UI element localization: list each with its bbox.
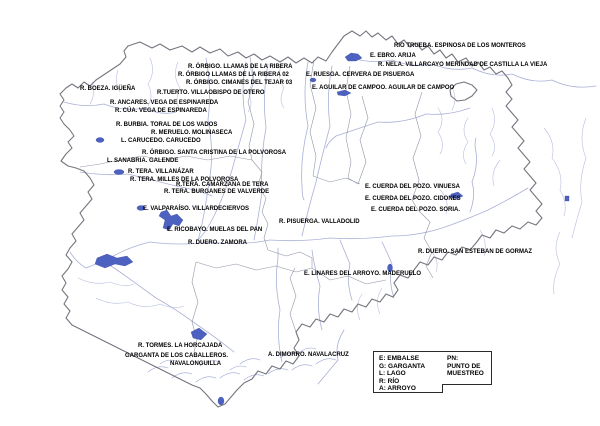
map-label: GARGANTA DE LOS CABALLEROS. [125, 353, 228, 359]
map-label: R. TERA. BURGANES DE VALVERDE [164, 189, 270, 195]
map-label: E. CUERDA DEL POZO. CIDONES [365, 196, 461, 202]
map-label: E. AGUILAR DE CAMPOO. AGUILAR DE CAMPOO [312, 85, 455, 91]
map-label: R.TUERTO. VILLAOBISPO DE OTERO [157, 90, 265, 96]
map-label: R. TORMES. LA HORCAJADA [138, 343, 223, 349]
map-label: R. ÓRBIGO. SANTA CRISTINA DE LA POLVOROSA [142, 150, 287, 156]
map-label: E. RUESGA. CERVERA DE PISUERGA [306, 72, 415, 78]
legend-abbreviation-item: A: ARROYO [379, 385, 416, 393]
legend-pn-line: MUESTREO [447, 370, 484, 378]
map-label: R. TERA. VILLANÁZAR [128, 169, 194, 175]
map-label: R. ÓRBIGO LLAMAS DE LA RIBERA 02 [178, 72, 289, 78]
legend-pn-line: PN: [447, 355, 459, 362]
map-label: R. ÓRBIGO. CIMANES DEL TEJAR 03 [186, 80, 293, 86]
legend-abbreviation-item: G: GARGANTA [379, 362, 426, 370]
map-label: R. MERUELO. MOLINASECA [151, 130, 233, 136]
map-label: R. PISUERGA. VALLADOLID [279, 219, 360, 225]
map-label: R. NELA. VILLARCAYO MERINDAD DE CASTILLA LA VIEJA [378, 62, 548, 68]
map-label: E. EBRO. ARIJA [370, 53, 416, 59]
map-label: E. CUERDA DEL POZO. SORIA. [371, 207, 461, 213]
legend-abbreviation-item: L: LAGO [379, 370, 406, 378]
map-label: L. CARUCEDO. CARUCEDO [121, 138, 201, 144]
map-label: E. LINARES DEL ARROYO. MADERUELO [304, 271, 422, 277]
legend-abbreviation-item: E: EMBALSE [379, 355, 420, 362]
map-label: R. BOEZA. IGÜEÑA [80, 86, 136, 92]
map-label: NAVALONGUILLA [170, 361, 222, 367]
map-label: E. VALPARAÍSO. VILLARDECIERVOS [143, 206, 250, 212]
map-label: R.TERA. CAMARZANA DE TERA [176, 182, 269, 188]
map-label: R. TERA. MILLES DE LA POLVOROSA [130, 177, 239, 183]
legend-abbreviations [373, 351, 443, 393]
legend-pn-line: PUNTO DE [447, 362, 481, 370]
map-label: RIO TRUEBA. ESPINOSA DE LOS MONTEROS [394, 43, 526, 49]
map-label: R. DUERO. ZAMORA [188, 240, 247, 246]
map-label: R. DUERO. SAN ESTEBAN DE GORMAZ [418, 249, 533, 255]
map-label: R. ÓRBIGO. LLAMAS DE LA RIBERA [188, 64, 293, 70]
map-label: R. CÚA. VEGA DE ESPINAREDA [115, 108, 207, 114]
map-label: E. CUERDA DEL POZO. VINUESA [365, 184, 461, 190]
map-label: R. BURBIA. TORAL DE LOS VADOS [116, 122, 218, 128]
map-label: E. RICOBAYO. MUELAS DEL PAN [167, 227, 263, 233]
map-label: R. ANCARES. VEGA DE ESPINAREDA [110, 100, 219, 106]
legend-pn [442, 351, 492, 385]
map-label: A. DIMORRO. NAVALACRUZ [268, 352, 349, 358]
map-label: L. SANABRIA. GALENDE [107, 158, 179, 164]
legend-abbreviation-item: R: RÍO [379, 377, 400, 385]
